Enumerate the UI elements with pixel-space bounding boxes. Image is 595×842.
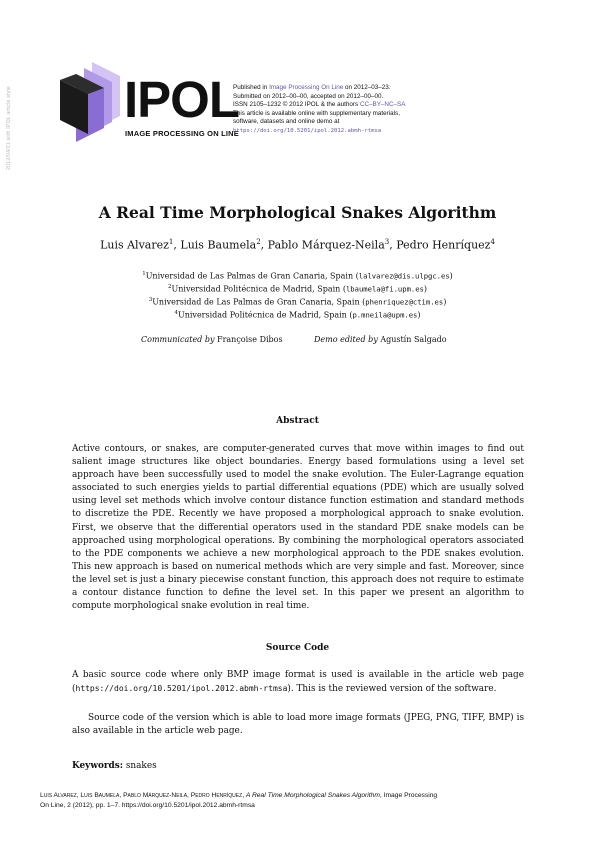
affiliation-1: $^1$Universidad de Las Palmas de Gran Canaria, Spain (lalvarez@dis.ulpgc.es)	[142, 271, 453, 281]
logo-wordmark: IPOL	[124, 71, 240, 128]
affiliation-2: $^2$Universidad Politécnica de Madrid, Spain (lbaumela@fi.upm.es)	[167, 284, 427, 294]
keywords: Keywords: snakes	[72, 761, 157, 771]
paper-title: A Real Time Morphological Snakes Algorithm	[98, 203, 497, 222]
citation-footer: Luis Alvarez, Luis Baumela, Pablo Márquez-Neila, Pedro Henríquez, A Real Time Morphological Snakes Algorithm, Image Processing On Line, 2 (2012), pp. 1–7. https://doi.org/10.5201/ipol.2012.abmh-rtmsa	[40, 792, 438, 810]
source-code-paragraph-1: A basic source code where only BMP image format is used is available in the article web page (https://doi.org/10.5201/ipol.2012.abmh-rtmsa). This is the reviewed version of the software.	[72, 670, 524, 695]
affiliation-4: $^4$Universidad Politécnica de Madrid, Spain (p.mneila@upm.es)	[174, 310, 421, 320]
communicated-by: Communicated by Françoise Dibos	[141, 335, 283, 344]
ipol-logo-icon	[58, 56, 124, 146]
source-code-heading: Source Code	[265, 643, 330, 653]
source-code-paragraph-2: Source code of the version which is able to load more image formats (JPEG, PNG, TIFF, BMP) is also available in the article web page.	[72, 713, 524, 737]
logo-subtitle: IMAGE PROCESSING ON LINE	[125, 129, 239, 138]
source-code-link[interactable]: https://doi.org/10.5201/ipol.2012.abmh-rtmsa	[75, 684, 288, 694]
affiliation-3: $^3$Universidad de Las Palmas de Gran Canaria, Spain (phenriquez@ctim.es)	[148, 297, 447, 307]
publication-info: Published in Image Processing On Line on 2012–03–23. Submitted on 2012–00–00, accepted on 2012–00–00. ISSN 2105–1232 © 2012 IPOL & the authors CC–BY–NC–SA This article is available online with supplementary materials, software, datasets and online demo at https://doi.org/10.5201/ipol.2012.abmh-rtmsa	[233, 84, 493, 136]
demo-edited-by: Demo edited by Agustín Salgado	[314, 335, 447, 344]
abstract-text: Active contours, or snakes, are computer-generated curves that move within images to find out salient image structures like object boundaries. Energy based formulations using a level set approach have been successfully used to model the snake evolution. The Euler-Lagrange equation associated to such energies yields to partial differential equations (PDE) which are usually solved using level set methods which involve contour distance function estimation and standard methods to discretize the PDE. Recently we have proposed a morphological approach to snake evolution. First, we observe that the differential operators used in the standard PDE snake models can be approached using morphological operations. By combining the morphological operators associated to the PDE components we achieve a new morphological approach to the PDE snakes evolution. This new approach is based on numerical methods which are very simple and fast. Moreover, since the level set is just a binary piecewise constant function, this approach does not require to estimate a contour distance function to define the level set. In this paper we present an algorithm to compute morphological snake evolution in real time.	[72, 444, 524, 612]
article-url-link[interactable]: https://doi.org/10.5201/ipol.2012.abmh-rtmsa	[233, 127, 382, 134]
sidebar-stamp: 2012/04/21 with IPOL article style	[6, 86, 12, 170]
author-list: Luis Alvarez$^1$, Luis Baumela$^2$, Pablo Márquez-Neila$^3$, Pedro Henríquez$^4$	[100, 238, 495, 252]
license-link[interactable]: CC–BY–NC–SA	[359, 101, 406, 109]
abstract-heading: Abstract	[276, 416, 319, 426]
journal-link[interactable]: Image Processing On Line	[269, 84, 344, 91]
